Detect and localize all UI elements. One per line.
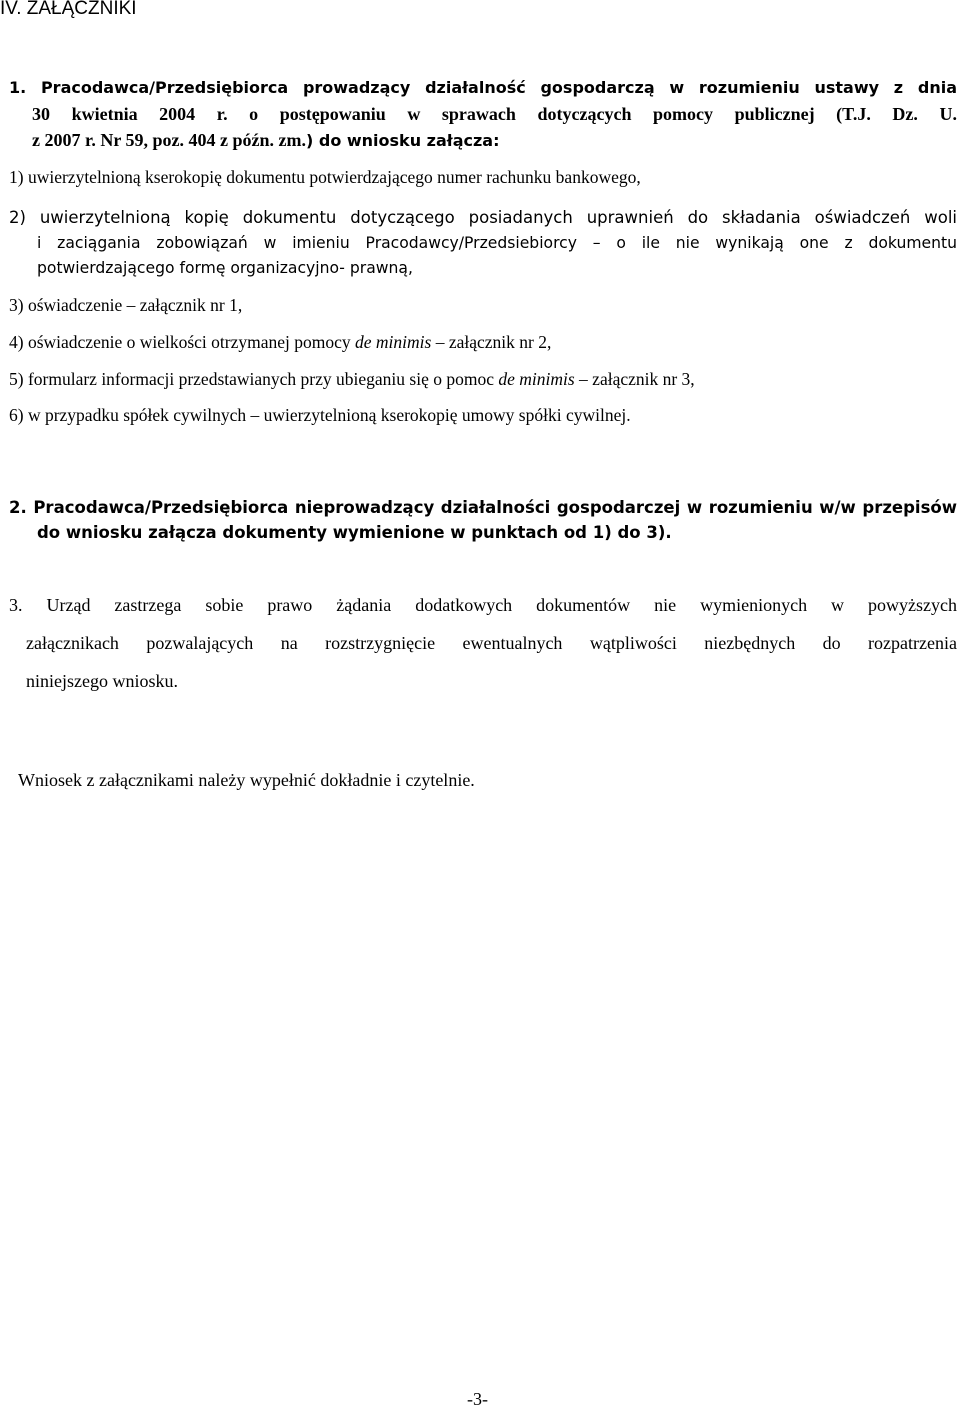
section1-line3: [32, 130, 500, 151]
item-5-text-b: – załącznik nr 3,: [574, 369, 695, 389]
section1-line2: 30 kwietnia 2004 r. o postępowaniu w sprawach dotyczących pomocy publicznej (T.J. Dz. U.: [32, 104, 957, 124]
item-1: 1) uwierzytelnioną kserokopię dokumentu potwierdzającego numer rachunku bankowego,: [9, 167, 641, 187]
item-2-line1: 2) uwierzytelnioną kopię dokumentu dotyczącego posiadanych uprawnień do składania oświadczeń woli: [9, 208, 957, 227]
closing-note: Wniosek z załącznikami należy wypełnić dokładnie i czytelnie.: [18, 770, 475, 790]
section2-line2: do wniosku załącza dokumenty wymienione w punktach od 1) do 3).: [37, 523, 672, 542]
section3-line1: 3. Urząd zastrzega sobie prawo żądania dodatkowych dokumentów nie wymienionych w powyższych: [9, 595, 957, 615]
item-4-text-a: 4) oświadczenie o wielkości otrzymanej pomocy: [9, 332, 356, 352]
item-5-text-a: 5) formularz informacji przedstawianych przy ubieganiu się o pomoc: [9, 369, 499, 389]
item-5-emphasis: de minimis: [498, 369, 575, 389]
item-5: [9, 369, 695, 390]
item-2-line2: i zaciągania zobowiązań w imieniu Pracodawcy/Przedsiebiorcy – o ile nie wynikają one z dokumentu: [37, 234, 957, 252]
item-2-line3: potwierdzającego formę organizacyjno- prawną,: [37, 259, 413, 277]
item-4-text-b: – załącznik nr 2,: [431, 332, 552, 352]
section1-line3-b: ) do wniosku załącza:: [305, 131, 500, 150]
item-4: [9, 332, 551, 353]
section-title: IV. ZAŁĄCZNIKI: [0, 0, 137, 19]
section1-line3-a: z 2007 r. Nr 59, poz. 404 z późn. zm.: [32, 130, 306, 150]
item-6: 6) w przypadku spółek cywilnych – uwierzytelnioną kserokopię umowy spółki cywilnej.: [9, 405, 631, 425]
section3-line3: niniejszego wniosku.: [26, 671, 178, 691]
section2-line1: 2. Pracodawca/Przedsiębiorca nieprowadzący działalności gospodarczej w rozumieniu w/w przepisów: [9, 498, 957, 517]
section1-line1: 1. Pracodawca/Przedsiębiorca prowadzący działalność gospodarczą w rozumieniu ustawy z dnia: [9, 78, 957, 97]
item-3: 3) oświadczenie – załącznik nr 1,: [9, 295, 243, 315]
section3-line2: załącznikach pozwalających na rozstrzygnięcie ewentualnych wątpliwości niezbędnych do rozpatrzenia: [26, 633, 957, 653]
item-4-emphasis: de minimis: [355, 332, 432, 352]
page-number: -3-: [467, 1389, 488, 1409]
